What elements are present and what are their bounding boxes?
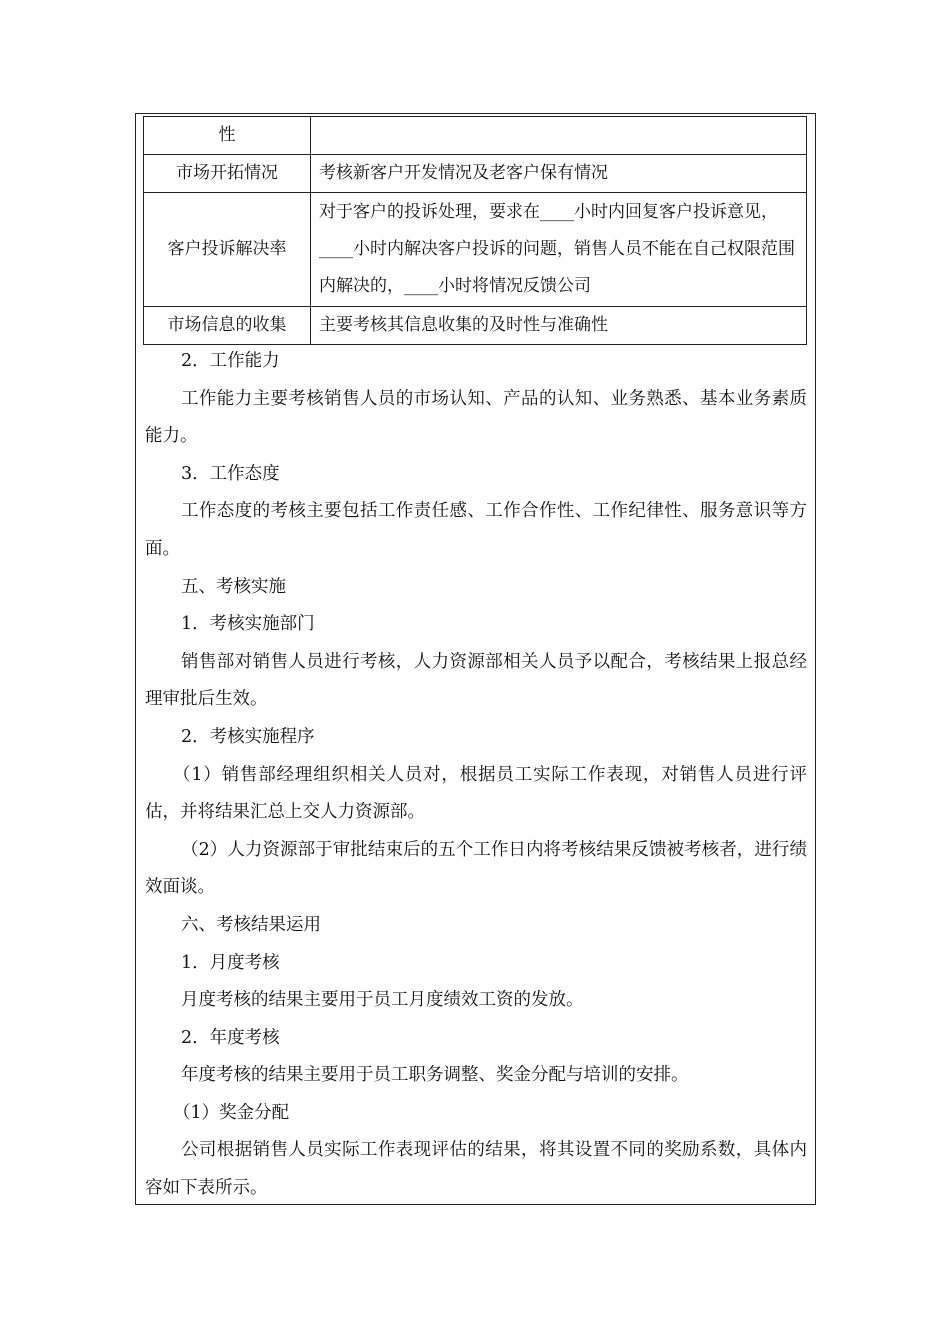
table-cell-label: 市场开拓情况 — [144, 155, 311, 193]
chapter-heading: 六、考核结果运用 — [181, 914, 321, 935]
table-row — [144, 307, 807, 345]
table-cell-content: 主要考核其信息收集的及时性与准确性 — [311, 307, 807, 345]
section-heading: 2．工作能力 — [181, 351, 280, 371]
document-body — [145, 343, 807, 1208]
paragraph: 月度考核的结果主要用于员工月度绩效工资的发放。 — [181, 990, 584, 1011]
section-heading: 3．工作态度 — [181, 463, 280, 484]
paragraph: （1）销售部经理组织相关人员对，根据员工实际工作表现，对销售人员进行评估，并将结果汇总上交人力资源部。 — [145, 764, 807, 823]
table-row — [144, 117, 807, 155]
paragraph: 工作能力主要考核销售人员的市场认知、产品的认知、业务熟悉、基本业务素质能力。 — [145, 388, 807, 447]
chapter-heading: 五、考核实施 — [181, 576, 286, 597]
table-cell-content — [311, 117, 807, 155]
table-cell-label: 性 — [144, 117, 311, 155]
section-heading: 1．月度考核 — [181, 952, 280, 973]
subsection-heading: （1）奖金分配 — [173, 1102, 290, 1123]
paragraph: 工作态度的考核主要包括工作责任感、工作合作性、工作纪律性、服务意识等方面。 — [145, 501, 807, 559]
table-cell-content: 考核新客户开发情况及老客户保有情况 — [311, 155, 807, 193]
section-heading: 2．年度考核 — [181, 1027, 280, 1048]
table-row — [144, 155, 807, 193]
table-cell-label: 市场信息的收集 — [144, 307, 311, 345]
section-heading: 2．考核实施程序 — [181, 726, 315, 747]
section-heading: 1．考核实施部门 — [181, 614, 315, 635]
table-cell-content: 对于客户的投诉处理，要求在____小时内回复客户投诉意见，____小时内解决客户投诉的问题，销售人员不能在自己权限范围内解决的，____小时将情况反馈公司 — [311, 193, 807, 307]
paragraph: 销售部对销售人员进行考核，人力资源部相关人员予以配合，考核结果上报总经理审批后生效。 — [145, 651, 807, 710]
paragraph: 公司根据销售人员实际工作表现评估的结果，将其设置不同的奖励系数，具体内容如下表所示。 — [145, 1140, 807, 1199]
table-row — [144, 193, 807, 307]
assessment-table — [143, 116, 807, 345]
table-cell-label: 客户投诉解决率 — [144, 193, 311, 307]
paragraph: 年度考核的结果主要用于员工职务调整、奖金分配与培训的安排。 — [181, 1065, 689, 1086]
paragraph: （2）人力资源部于审批结束后的五个工作日内将考核结果反馈被考核者，进行绩效面谈。 — [145, 839, 807, 898]
